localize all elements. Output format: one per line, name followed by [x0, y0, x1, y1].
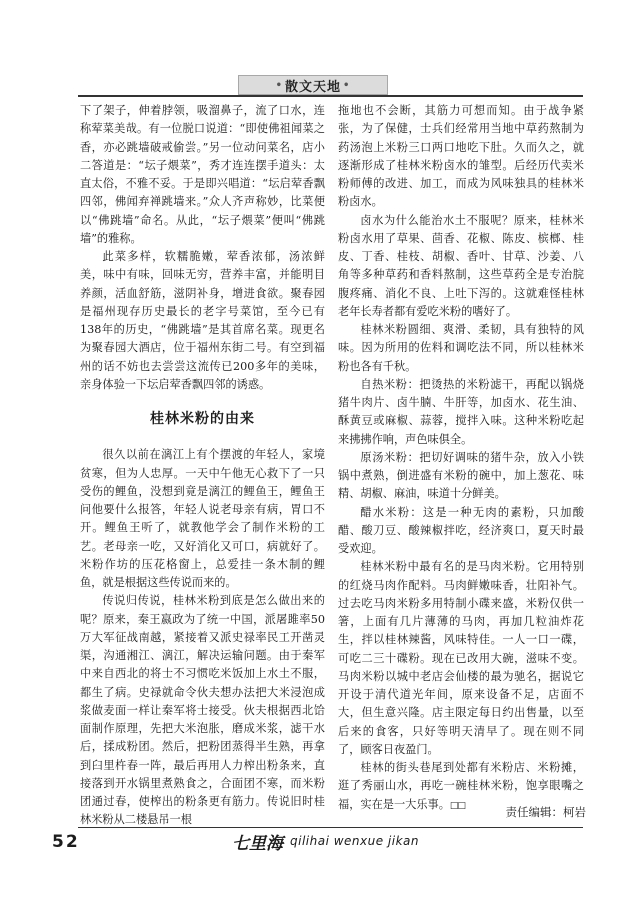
paragraph: 自热米粉：把烫热的米粉滤干，再配以锅烧猪牛肉片、卤牛腩、牛肝等，加卤水、花生油、酥黄豆或麻椒、蒜蓉，搅拌入味。这种米粉吃起来拂拂作响，声色味俱全。: [338, 377, 584, 446]
header-dot-left: •: [275, 79, 283, 91]
journal-pinyin: qilihai wenxue jikan: [290, 834, 420, 848]
paragraph: 桂林米粉中最有名的是马肉米粉。它用特别的红烧马肉作配料。马肉鲜嫩味香，壮阳补气。过去吃马肉米粉多用特制小碟来盛，米粉仅供一箸，上面有几片薄薄的马肉，再加几粒油炸花生，拌以桂林辣酱，风味特佳。一人一口一碟，可吃二三十碟粉。现在已改用大碗，滋味不变。马肉米粉以城中老店会仙楼的最为驰名，据说它开设于清代道光年间，原来设备不足，店面不大，但生意兴隆。店主限定每日约出售量，以至后来的食客，只好等明天清早了。现在则不同了，顾客日夜盈门。: [338, 560, 584, 756]
paragraph: 原汤米粉：把切好调味的猪牛杂，放入小铁锅中煮熟，倒进盛有米粉的碗中，加上葱花、味精、胡椒、麻油，味道十分鲜美。: [338, 450, 584, 501]
end-mark: □□: [449, 800, 465, 811]
journal-logo: 七里海: [232, 834, 283, 854]
paragraph: 拖地也不会断，其筋力可想而知。由于战争紧张，为了保健，士兵们经常用当地中草药熬制为药汤泡上米粉三口两口地吃下肚。久而久之，就逐渐形成了桂林米粉卤水的雏型。后经历代卖米粉师傅的改进、加工，而成为风味独具的桂林米粉卤水。: [338, 104, 584, 209]
article-title: 桂林米粉的由来: [150, 411, 255, 427]
paragraph-last-text: 桂林的街头巷尾到处都有米粉店、米粉摊，逛了秀丽山水，再吃一碗桂林米粉，饱享眼嘴之福，实在是一大乐事。: [338, 761, 584, 811]
header-rule: [78, 95, 583, 97]
page-number: 52: [52, 832, 80, 852]
paragraph: 很久以前在漓江上有个摆渡的年轻人，家境贫寒，但为人忠厚。一天中午他无心救下了一只受伤的鲤鱼，没想到竟是漓江的鲤鱼王，鲤鱼王问他要什么报答，年轻人说老母亲有病，胃口不开。鲤鱼王听了，就教他学会了制作米粉的工艺。老母亲一吃，又好消化又可口，病就好了。米粉作坊的压花格窗上，总爱挂一条木制的鲤鱼，就是根据这些传说而来的。: [80, 448, 325, 589]
section-header: [238, 75, 388, 95]
right-column: [338, 102, 584, 811]
paragraph: 此菜多样，软糯脆嫩，荤香浓郁，汤浓鲜美，味中有味，回味无穷，营养丰富，并能明目养颜，活血舒筋，滋阴补身，增进食欲。聚春园是福州现存历史最长的老字号菜馆，至今已有138年的历史，“佛跳墙”是其首席名菜。现更名为聚春园大酒店，位于福州东街二号。有空到福州的话不妨也去尝尝这流传已200多年的美味，亲身体验一下坛启荤香飘四邻的诱惑。: [80, 250, 325, 391]
paragraph: 卤水为什么能治水土不服呢？原来，桂林米粉卤水用了草果、茴香、花椒、陈皮、槟榔、桂皮、丁香、桂枝、胡椒、香叶、甘草、沙姜、八角等多种草药和香料熬制，这些草药全是专治脘腹疼痛、消化不良、上吐下泻的。这就难怪桂林老年长寿者都有爱吃米粉的嗜好了。: [338, 213, 584, 318]
paragraph: 醋水米粉：这是一种无肉的素粉，只加酸醋、酸刀豆、酸辣椒拌吃，经济爽口，夏天时最受欢迎。: [338, 505, 584, 555]
editor-credit: 责任编辑：柯岩: [505, 805, 586, 819]
section-title: 散文天地: [284, 79, 341, 95]
paragraph: 传说归传说，桂林米粉到底是怎么做出来的呢？原来，秦王嬴政为了统一中国，派屠雎率50万大军征战南越，紧接着又派史禄率民工开凿灵渠，沟通湘江、漓江，解决运输问题。由于秦军中来自西北的将士不习惯吃米饭加上水土不服，都生了病。史禄就命令伙夫想办法把大米浸泡成浆做麦面一样让秦军将士接受。伙夫根据西北饸面制作原理，先把大米泡胀，磨成米浆，滤干水后，揉成粉团。然后，把粉团蒸得半生熟，再拿到臼里杵春一阵，最后再用人力榨出粉条来，直接落到开水锅里煮熟食之，合面团不寒，而米粉团通过春，使榨出的粉条更有筋力。传说旧时桂林米粉从二楼悬吊一根: [80, 594, 325, 827]
paragraph: 下了架子，伸着脖领，吸溜鼻子，流了口水，连称荤菜美哉。有一位脱口说道：“即使佛祖闻菜之香，亦必跳墙破戒偷尝。”另一位动问菜名，店小二答道是：“坛子煨菜”，秀才连连摆手道头：太直太俗，不雅不妥。于是即兴唱道：“坛启荤香飘四邻，佛闻弃禅跳墙来。”众人齐声称妙，比菜便以“佛跳墙”命名。从此，“坛子煨菜”便叫“佛跳墙”的雅称。: [80, 104, 325, 245]
footer-rule: [78, 827, 583, 828]
left-column: [80, 102, 325, 827]
header-dot-right: •: [343, 79, 351, 91]
paragraph: 桂林米粉圆细、爽滑、柔韧，具有独特的风味。因为所用的佐料和调吃法不同，所以桂林米粉也各有千秋。: [338, 323, 584, 373]
